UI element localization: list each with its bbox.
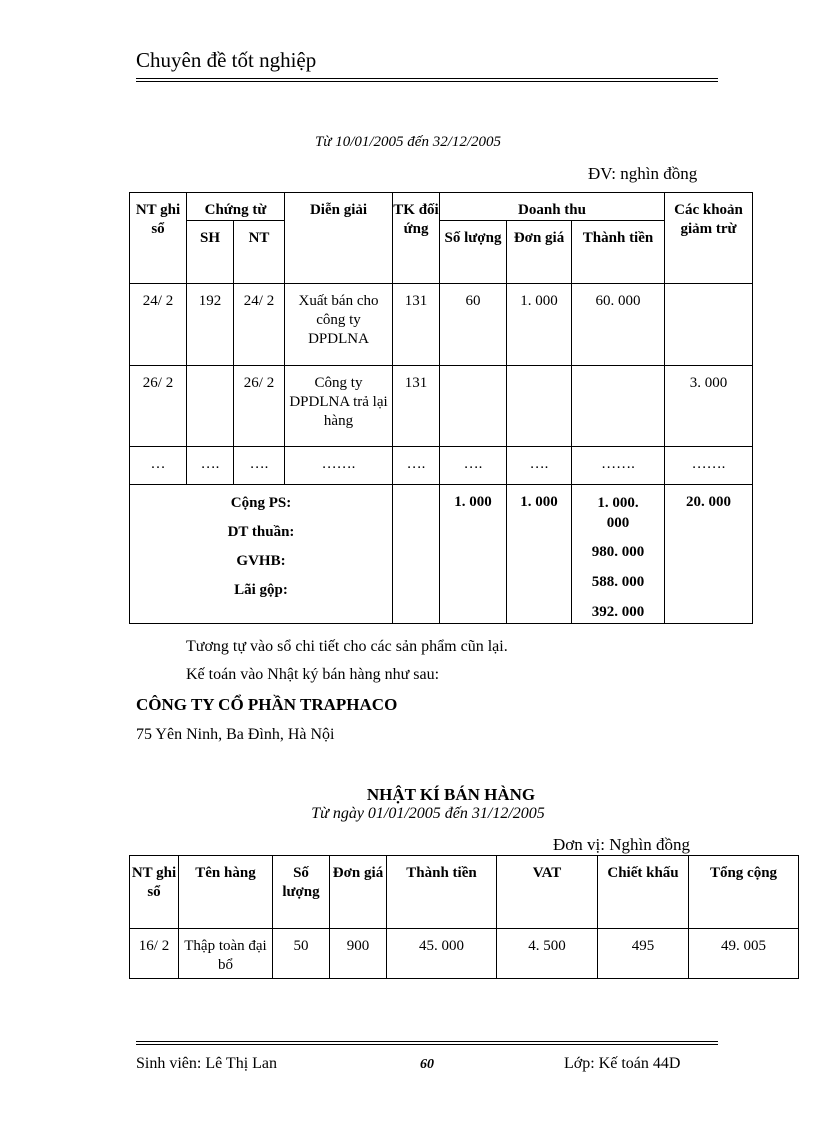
ledger2-title: NHẬT KÍ BÁN HÀNG	[366, 785, 536, 804]
cell-vat: 4. 500	[497, 929, 598, 979]
footer-student: Sinh viên: Lê Thị Lan	[136, 1055, 278, 1072]
header-don-gia: Đơn giá	[330, 856, 387, 929]
total-lai-gop: 392. 000	[591, 604, 645, 620]
header-ten-hang: Tên hàng	[179, 856, 273, 929]
cell-don-gia: ….	[507, 447, 572, 485]
ledger1-period: Từ 10/01/2005 đến 32/12/2005	[314, 134, 502, 150]
cell-ten-hang: Thập toàn đại bổ	[179, 929, 273, 979]
header-nt-ghi-so: NT ghi sổ	[130, 193, 187, 284]
footer-page-number: 60	[420, 1057, 434, 1072]
cell-don-gia: 900	[330, 929, 387, 979]
ledger2-period: Từ ngày 01/01/2005 đến 31/12/2005	[311, 805, 545, 822]
cell-nt: ….	[234, 447, 285, 485]
total-thanh-tien-group	[572, 485, 665, 624]
header-thanh-tien: Thành tiền	[572, 221, 665, 284]
cell-giam-tru: …….	[665, 447, 753, 485]
table-row	[130, 366, 753, 447]
cell-sh: ….	[187, 447, 234, 485]
cell-nt-ghi-so: 16/ 2	[130, 929, 179, 979]
table-row	[130, 929, 799, 979]
total-don-gia: 1. 000	[507, 485, 572, 624]
header-rule-bottom	[136, 81, 718, 82]
cell-tk: 131	[393, 284, 440, 366]
total-thanh-tien: 1. 000. 000	[597, 495, 639, 531]
totals-labels	[130, 485, 393, 624]
cell-dien-giai: Công ty DPDLNA trả lại hàng	[285, 366, 393, 447]
header-vat: VAT	[497, 856, 598, 929]
totals-row	[130, 485, 753, 624]
cell-so-luong: ….	[440, 447, 507, 485]
footer-rule-top	[136, 1041, 718, 1042]
label-cong-ps: Cộng PS:	[230, 495, 292, 511]
header-cac-khoan-giam-tru: Các khoản giảm trừ	[665, 193, 753, 284]
cell-so-luong	[440, 366, 507, 447]
cell-nt: 24/ 2	[234, 284, 285, 366]
header-nt-ghi-so: NT ghi sổ	[130, 856, 179, 929]
header-dien-giai: Diễn giải	[285, 193, 393, 284]
header-thanh-tien: Thành tiền	[387, 856, 497, 929]
sales-journal-table	[129, 855, 799, 979]
paragraph-1: Tương tự vào sổ chi tiết cho các sản phẩm cũn lại.	[186, 638, 508, 655]
ledger1-unit: ĐV: nghìn đồng	[588, 164, 698, 183]
cell-thanh-tien	[572, 366, 665, 447]
header-so-luong: Số lượng	[440, 221, 507, 284]
cell-don-gia	[507, 366, 572, 447]
label-lai-gop: Lãi gộp:	[234, 582, 288, 598]
company-name: CÔNG TY CỔ PHẦN TRAPHACO	[136, 695, 398, 714]
cell-nt: 26/ 2	[234, 366, 285, 447]
header-so-luong: Số lượng	[273, 856, 330, 929]
table-row	[130, 447, 753, 485]
cell-sh	[187, 366, 234, 447]
cell-don-gia: 1. 000	[507, 284, 572, 366]
total-giam-tru: 20. 000	[665, 485, 753, 624]
table-row	[130, 284, 753, 366]
total-tk-empty	[393, 485, 440, 624]
total-gvhb: 588. 000	[591, 574, 645, 590]
page-header-title: Chuyên đề tốt nghiệp	[136, 48, 317, 72]
cell-thanh-tien: 45. 000	[387, 929, 497, 979]
label-gvhb: GVHB:	[236, 553, 286, 569]
header-nt: NT	[234, 221, 285, 284]
label-dt-thuan: DT thuần:	[227, 524, 295, 540]
total-so-luong: 1. 000	[440, 485, 507, 624]
cell-tong-cong: 49. 005	[689, 929, 799, 979]
cell-giam-tru	[665, 284, 753, 366]
cell-dien-giai: Xuất bán cho công ty DPDLNA	[285, 284, 393, 366]
total-dt-thuan: 980. 000	[591, 544, 645, 560]
cell-sh: 192	[187, 284, 234, 366]
header-chung-tu: Chứng từ	[187, 193, 285, 221]
paragraph-2: Kế toán vào Nhật ký bán hàng như sau:	[186, 666, 440, 683]
cell-so-luong: 60	[440, 284, 507, 366]
footer-class: Lớp: Kế toán 44D	[564, 1055, 681, 1072]
header-chiet-khau: Chiết khấu	[598, 856, 689, 929]
ledger2-unit: Đơn vị: Nghìn đồng	[553, 835, 690, 854]
cell-nt-ghi-so: 26/ 2	[130, 366, 187, 447]
header-tk-doi-ung: TK đối ứng	[393, 193, 440, 284]
header-doanh-thu: Doanh thu	[440, 193, 665, 221]
company-address: 75 Yên Ninh, Ba Đình, Hà Nội	[136, 726, 335, 743]
cell-giam-tru: 3. 000	[665, 366, 753, 447]
cell-nt-ghi-so: …	[130, 447, 187, 485]
header-tong-cong: Tổng cộng	[689, 856, 799, 929]
cell-dien-giai: …….	[285, 447, 393, 485]
cell-chiet-khau: 495	[598, 929, 689, 979]
cell-so-luong: 50	[273, 929, 330, 979]
footer-rule-bottom	[136, 1044, 718, 1045]
sales-detail-table	[129, 192, 753, 624]
cell-tk: 131	[393, 366, 440, 447]
header-don-gia: Đơn giá	[507, 221, 572, 284]
header-rule-top	[136, 78, 718, 79]
cell-tk: ….	[393, 447, 440, 485]
cell-thanh-tien: 60. 000	[572, 284, 665, 366]
header-sh: SH	[187, 221, 234, 284]
cell-nt-ghi-so: 24/ 2	[130, 284, 187, 366]
cell-thanh-tien: …….	[572, 447, 665, 485]
